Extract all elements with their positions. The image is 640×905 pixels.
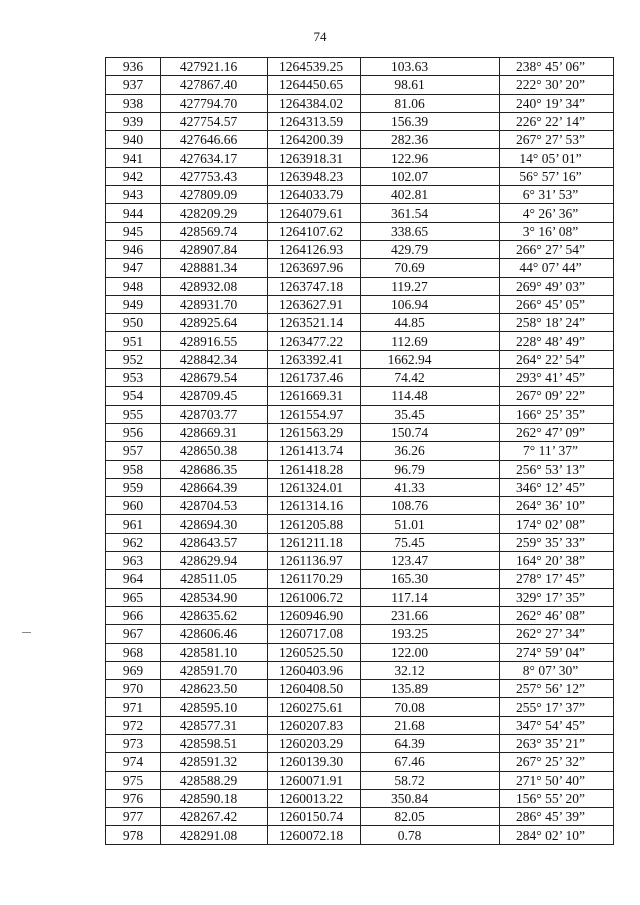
- y-coordinate-cell: 1264313.59: [268, 112, 361, 130]
- point-number-cell: 971: [106, 698, 161, 716]
- y-coordinate-cell: 1261314.16: [268, 497, 361, 515]
- survey-points-table: [105, 57, 614, 845]
- bearing-cell: 329° 17’ 35”: [500, 588, 614, 606]
- table-row: [106, 515, 614, 533]
- table-row: [106, 94, 614, 112]
- y-coordinate-cell: 1263918.31: [268, 149, 361, 167]
- point-number-cell: 941: [106, 149, 161, 167]
- distance-cell: 82.05: [361, 808, 500, 826]
- point-number-cell: 938: [106, 94, 161, 112]
- distance-cell: 51.01: [361, 515, 500, 533]
- x-coordinate-cell: 428664.39: [161, 478, 268, 496]
- bearing-cell: 278° 17’ 45”: [500, 570, 614, 588]
- table-row: [106, 716, 614, 734]
- y-coordinate-cell: 1261563.29: [268, 423, 361, 441]
- y-coordinate-cell: 1261413.74: [268, 442, 361, 460]
- point-number-cell: 937: [106, 76, 161, 94]
- table-row: [106, 460, 614, 478]
- x-coordinate-cell: 428606.46: [161, 625, 268, 643]
- distance-cell: 44.85: [361, 314, 500, 332]
- distance-cell: 36.26: [361, 442, 500, 460]
- bearing-cell: 347° 54’ 45”: [500, 716, 614, 734]
- x-coordinate-cell: 428925.64: [161, 314, 268, 332]
- bearing-cell: 156° 55’ 20”: [500, 789, 614, 807]
- y-coordinate-cell: 1261006.72: [268, 588, 361, 606]
- x-coordinate-cell: 428623.50: [161, 680, 268, 698]
- x-coordinate-cell: 428534.90: [161, 588, 268, 606]
- y-coordinate-cell: 1260525.50: [268, 643, 361, 661]
- distance-cell: 231.66: [361, 606, 500, 624]
- bearing-cell: 255° 17’ 37”: [500, 698, 614, 716]
- point-number-cell: 936: [106, 58, 161, 76]
- bearing-cell: 256° 53’ 13”: [500, 460, 614, 478]
- distance-cell: 122.00: [361, 643, 500, 661]
- x-coordinate-cell: 428931.70: [161, 295, 268, 313]
- y-coordinate-cell: 1260072.18: [268, 826, 361, 844]
- bearing-cell: 262° 27’ 34”: [500, 625, 614, 643]
- point-number-cell: 952: [106, 350, 161, 368]
- x-coordinate-cell: 428581.10: [161, 643, 268, 661]
- x-coordinate-cell: 428650.38: [161, 442, 268, 460]
- table-row: [106, 295, 614, 313]
- x-coordinate-cell: 428916.55: [161, 332, 268, 350]
- table-row: [106, 149, 614, 167]
- x-coordinate-cell: 428842.34: [161, 350, 268, 368]
- distance-cell: 103.63: [361, 58, 500, 76]
- table-row: [106, 826, 614, 844]
- bearing-cell: 269° 49’ 03”: [500, 277, 614, 295]
- bearing-cell: 286° 45’ 39”: [500, 808, 614, 826]
- bearing-cell: 7° 11’ 37”: [500, 442, 614, 460]
- table-row: [106, 423, 614, 441]
- bearing-cell: 267° 09’ 22”: [500, 387, 614, 405]
- x-coordinate-cell: 428511.05: [161, 570, 268, 588]
- distance-cell: 193.25: [361, 625, 500, 643]
- point-number-cell: 977: [106, 808, 161, 826]
- point-number-cell: 939: [106, 112, 161, 130]
- y-coordinate-cell: 1263627.91: [268, 295, 361, 313]
- bearing-cell: 264° 36’ 10”: [500, 497, 614, 515]
- table-row: [106, 698, 614, 716]
- distance-cell: 361.54: [361, 204, 500, 222]
- table-row: [106, 442, 614, 460]
- x-coordinate-cell: 428591.32: [161, 753, 268, 771]
- y-coordinate-cell: 1260403.96: [268, 661, 361, 679]
- point-number-cell: 961: [106, 515, 161, 533]
- x-coordinate-cell: 428629.94: [161, 552, 268, 570]
- y-coordinate-cell: 1263521.14: [268, 314, 361, 332]
- bearing-cell: 257° 56’ 12”: [500, 680, 614, 698]
- bearing-cell: 262° 46’ 08”: [500, 606, 614, 624]
- y-coordinate-cell: 1264539.25: [268, 58, 361, 76]
- point-number-cell: 960: [106, 497, 161, 515]
- bearing-cell: 263° 35’ 21”: [500, 734, 614, 752]
- x-coordinate-cell: 428694.30: [161, 515, 268, 533]
- y-coordinate-cell: 1260150.74: [268, 808, 361, 826]
- point-number-cell: 951: [106, 332, 161, 350]
- table-row: [106, 552, 614, 570]
- table-row: [106, 222, 614, 240]
- y-coordinate-cell: 1260203.29: [268, 734, 361, 752]
- distance-cell: 98.61: [361, 76, 500, 94]
- distance-cell: 123.47: [361, 552, 500, 570]
- y-coordinate-cell: 1263948.23: [268, 167, 361, 185]
- x-coordinate-cell: 428590.18: [161, 789, 268, 807]
- x-coordinate-cell: 428635.62: [161, 606, 268, 624]
- point-number-cell: 978: [106, 826, 161, 844]
- point-number-cell: 966: [106, 606, 161, 624]
- distance-cell: 21.68: [361, 716, 500, 734]
- bearing-cell: 4° 26’ 36”: [500, 204, 614, 222]
- bearing-cell: 274° 59’ 04”: [500, 643, 614, 661]
- y-coordinate-cell: 1263697.96: [268, 259, 361, 277]
- table-row: [106, 332, 614, 350]
- y-coordinate-cell: 1261669.31: [268, 387, 361, 405]
- x-coordinate-cell: 427867.40: [161, 76, 268, 94]
- x-coordinate-cell: 428595.10: [161, 698, 268, 716]
- bearing-cell: 3° 16’ 08”: [500, 222, 614, 240]
- table-row: [106, 680, 614, 698]
- table-row: [106, 350, 614, 368]
- y-coordinate-cell: 1261418.28: [268, 460, 361, 478]
- point-number-cell: 964: [106, 570, 161, 588]
- table-row: [106, 734, 614, 752]
- x-coordinate-cell: 428591.70: [161, 661, 268, 679]
- y-coordinate-cell: 1261737.46: [268, 369, 361, 387]
- y-coordinate-cell: 1260717.08: [268, 625, 361, 643]
- point-number-cell: 957: [106, 442, 161, 460]
- bearing-cell: 284° 02’ 10”: [500, 826, 614, 844]
- distance-cell: 135.89: [361, 680, 500, 698]
- x-coordinate-cell: 428267.42: [161, 808, 268, 826]
- x-coordinate-cell: 428881.34: [161, 259, 268, 277]
- distance-cell: 338.65: [361, 222, 500, 240]
- x-coordinate-cell: 428686.35: [161, 460, 268, 478]
- distance-cell: 114.48: [361, 387, 500, 405]
- bearing-cell: 238° 45’ 06”: [500, 58, 614, 76]
- point-number-cell: 949: [106, 295, 161, 313]
- x-coordinate-cell: 428643.57: [161, 533, 268, 551]
- distance-cell: 119.27: [361, 277, 500, 295]
- point-number-cell: 965: [106, 588, 161, 606]
- x-coordinate-cell: 428291.08: [161, 826, 268, 844]
- bearing-cell: 166° 25’ 35”: [500, 405, 614, 423]
- bearing-cell: 264° 22’ 54”: [500, 350, 614, 368]
- x-coordinate-cell: 428679.54: [161, 369, 268, 387]
- table-row: [106, 808, 614, 826]
- y-coordinate-cell: 1264107.62: [268, 222, 361, 240]
- point-number-cell: 942: [106, 167, 161, 185]
- distance-cell: 282.36: [361, 131, 500, 149]
- point-number-cell: 973: [106, 734, 161, 752]
- y-coordinate-cell: 1264384.02: [268, 94, 361, 112]
- bearing-cell: 271° 50’ 40”: [500, 771, 614, 789]
- x-coordinate-cell: 428669.31: [161, 423, 268, 441]
- table-row: [106, 167, 614, 185]
- point-number-cell: 970: [106, 680, 161, 698]
- bearing-cell: 164° 20’ 38”: [500, 552, 614, 570]
- y-coordinate-cell: 1260275.61: [268, 698, 361, 716]
- y-coordinate-cell: 1264450.65: [268, 76, 361, 94]
- y-coordinate-cell: 1263747.18: [268, 277, 361, 295]
- point-number-cell: 974: [106, 753, 161, 771]
- table-row: [106, 497, 614, 515]
- distance-cell: 58.72: [361, 771, 500, 789]
- table-row: [106, 643, 614, 661]
- y-coordinate-cell: 1264079.61: [268, 204, 361, 222]
- y-coordinate-cell: 1263392.41: [268, 350, 361, 368]
- bearing-cell: 8° 07’ 30”: [500, 661, 614, 679]
- table-row: [106, 369, 614, 387]
- y-coordinate-cell: 1260071.91: [268, 771, 361, 789]
- table-row: [106, 314, 614, 332]
- x-coordinate-cell: 428588.29: [161, 771, 268, 789]
- bearing-cell: 346° 12’ 45”: [500, 478, 614, 496]
- x-coordinate-cell: 428709.45: [161, 387, 268, 405]
- x-coordinate-cell: 427809.09: [161, 186, 268, 204]
- distance-cell: 156.39: [361, 112, 500, 130]
- y-coordinate-cell: 1260207.83: [268, 716, 361, 734]
- table-row: [106, 131, 614, 149]
- distance-cell: 35.45: [361, 405, 500, 423]
- table-row: [106, 387, 614, 405]
- table-row: [106, 405, 614, 423]
- distance-cell: 81.06: [361, 94, 500, 112]
- distance-cell: 74.42: [361, 369, 500, 387]
- point-number-cell: 963: [106, 552, 161, 570]
- bearing-cell: 6° 31’ 53”: [500, 186, 614, 204]
- table-row: [106, 112, 614, 130]
- distance-cell: 32.12: [361, 661, 500, 679]
- distance-cell: 402.81: [361, 186, 500, 204]
- table-row: [106, 588, 614, 606]
- y-coordinate-cell: 1264126.93: [268, 240, 361, 258]
- x-coordinate-cell: 428577.31: [161, 716, 268, 734]
- y-coordinate-cell: 1260013.22: [268, 789, 361, 807]
- point-number-cell: 968: [106, 643, 161, 661]
- distance-cell: 75.45: [361, 533, 500, 551]
- x-coordinate-cell: 427794.70: [161, 94, 268, 112]
- table-row: [106, 606, 614, 624]
- table-row: [106, 753, 614, 771]
- table-row: [106, 277, 614, 295]
- distance-cell: 150.74: [361, 423, 500, 441]
- distance-cell: 70.69: [361, 259, 500, 277]
- table-row: [106, 259, 614, 277]
- bearing-cell: 240° 19’ 34”: [500, 94, 614, 112]
- bearing-cell: 228° 48’ 49”: [500, 332, 614, 350]
- table-row: [106, 204, 614, 222]
- x-coordinate-cell: 427634.17: [161, 149, 268, 167]
- point-number-cell: 944: [106, 204, 161, 222]
- table-row: [106, 186, 614, 204]
- distance-cell: 117.14: [361, 588, 500, 606]
- table-row: [106, 570, 614, 588]
- y-coordinate-cell: 1261205.88: [268, 515, 361, 533]
- point-number-cell: 946: [106, 240, 161, 258]
- distance-cell: 350.84: [361, 789, 500, 807]
- distance-cell: 106.94: [361, 295, 500, 313]
- bearing-cell: 267° 25’ 32”: [500, 753, 614, 771]
- page-number: 74: [313, 29, 327, 44]
- bearing-cell: 174° 02’ 08”: [500, 515, 614, 533]
- point-number-cell: 976: [106, 789, 161, 807]
- distance-cell: 41.33: [361, 478, 500, 496]
- x-coordinate-cell: 428907.84: [161, 240, 268, 258]
- y-coordinate-cell: 1260408.50: [268, 680, 361, 698]
- x-coordinate-cell: 427754.57: [161, 112, 268, 130]
- y-coordinate-cell: 1263477.22: [268, 332, 361, 350]
- x-coordinate-cell: 428704.53: [161, 497, 268, 515]
- point-number-cell: 948: [106, 277, 161, 295]
- distance-cell: 429.79: [361, 240, 500, 258]
- point-number-cell: 975: [106, 771, 161, 789]
- x-coordinate-cell: 428598.51: [161, 734, 268, 752]
- table-row: [106, 771, 614, 789]
- point-number-cell: 955: [106, 405, 161, 423]
- bearing-cell: 293° 41’ 45”: [500, 369, 614, 387]
- table-row: [106, 76, 614, 94]
- distance-cell: 1662.94: [361, 350, 500, 368]
- distance-cell: 0.78: [361, 826, 500, 844]
- y-coordinate-cell: 1260139.30: [268, 753, 361, 771]
- point-number-cell: 950: [106, 314, 161, 332]
- y-coordinate-cell: 1264033.79: [268, 186, 361, 204]
- bearing-cell: 266° 45’ 05”: [500, 295, 614, 313]
- bearing-cell: 267° 27’ 53”: [500, 131, 614, 149]
- x-coordinate-cell: 428569.74: [161, 222, 268, 240]
- point-number-cell: 956: [106, 423, 161, 441]
- distance-cell: 122.96: [361, 149, 500, 167]
- y-coordinate-cell: 1261170.29: [268, 570, 361, 588]
- table-row: [106, 789, 614, 807]
- x-coordinate-cell: 428703.77: [161, 405, 268, 423]
- bearing-cell: 14° 05’ 01”: [500, 149, 614, 167]
- y-coordinate-cell: 1261136.97: [268, 552, 361, 570]
- point-number-cell: 953: [106, 369, 161, 387]
- point-number-cell: 967: [106, 625, 161, 643]
- point-number-cell: 954: [106, 387, 161, 405]
- x-coordinate-cell: 427921.16: [161, 58, 268, 76]
- y-coordinate-cell: 1261324.01: [268, 478, 361, 496]
- x-coordinate-cell: 427646.66: [161, 131, 268, 149]
- bearing-cell: 44° 07’ 44”: [500, 259, 614, 277]
- survey-table-body: [106, 58, 614, 845]
- point-number-cell: 962: [106, 533, 161, 551]
- x-coordinate-cell: 428932.08: [161, 277, 268, 295]
- point-number-cell: 943: [106, 186, 161, 204]
- x-coordinate-cell: 427753.43: [161, 167, 268, 185]
- point-number-cell: 972: [106, 716, 161, 734]
- distance-cell: 102.07: [361, 167, 500, 185]
- bearing-cell: 222° 30’ 20”: [500, 76, 614, 94]
- y-coordinate-cell: 1260946.90: [268, 606, 361, 624]
- distance-cell: 96.79: [361, 460, 500, 478]
- bearing-cell: 266° 27’ 54”: [500, 240, 614, 258]
- bearing-cell: 258° 18’ 24”: [500, 314, 614, 332]
- point-number-cell: 940: [106, 131, 161, 149]
- table-row: [106, 240, 614, 258]
- y-coordinate-cell: 1264200.39: [268, 131, 361, 149]
- point-number-cell: 959: [106, 478, 161, 496]
- bearing-cell: 262° 47’ 09”: [500, 423, 614, 441]
- distance-cell: 67.46: [361, 753, 500, 771]
- table-row: [106, 625, 614, 643]
- distance-cell: 112.69: [361, 332, 500, 350]
- point-number-cell: 945: [106, 222, 161, 240]
- point-number-cell: 947: [106, 259, 161, 277]
- distance-cell: 70.08: [361, 698, 500, 716]
- bearing-cell: 56° 57’ 16”: [500, 167, 614, 185]
- margin-mark: [22, 632, 31, 633]
- point-number-cell: 958: [106, 460, 161, 478]
- y-coordinate-cell: 1261554.97: [268, 405, 361, 423]
- table-row: [106, 58, 614, 76]
- point-number-cell: 969: [106, 661, 161, 679]
- distance-cell: 165.30: [361, 570, 500, 588]
- x-coordinate-cell: 428209.29: [161, 204, 268, 222]
- table-row: [106, 661, 614, 679]
- table-row: [106, 478, 614, 496]
- table-row: [106, 533, 614, 551]
- distance-cell: 108.76: [361, 497, 500, 515]
- y-coordinate-cell: 1261211.18: [268, 533, 361, 551]
- bearing-cell: 259° 35’ 33”: [500, 533, 614, 551]
- distance-cell: 64.39: [361, 734, 500, 752]
- bearing-cell: 226° 22’ 14”: [500, 112, 614, 130]
